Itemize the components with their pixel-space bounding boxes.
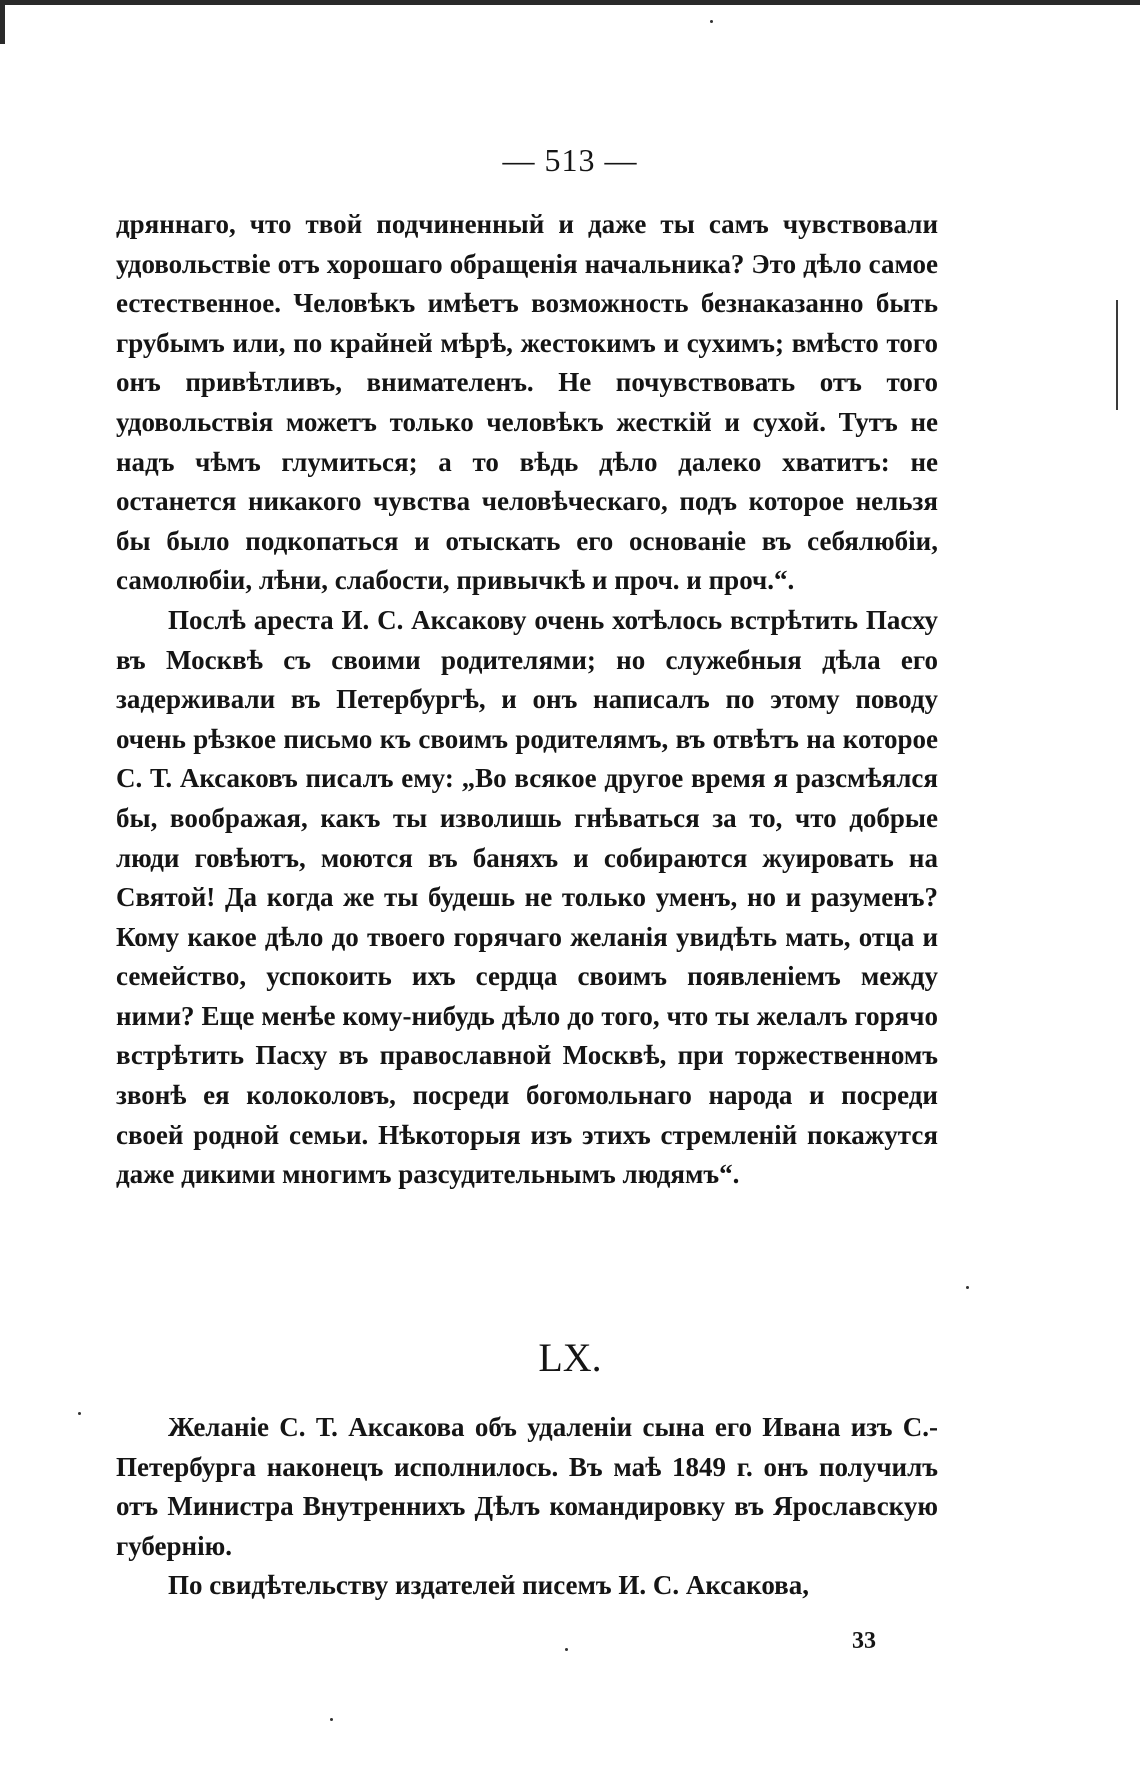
scan-speck <box>565 1648 568 1651</box>
scan-speck <box>330 1718 333 1721</box>
scan-speck <box>78 1412 81 1415</box>
scan-edge-top <box>0 0 1140 5</box>
scan-speck <box>710 20 713 23</box>
signature-mark: 33 <box>852 1628 876 1654</box>
paragraph-chapter-cont: По свидѣтельству издателей писемъ И. С. Аксакова, <box>168 1570 809 1601</box>
chapter-heading: LX. <box>538 1335 602 1380</box>
scan-speck <box>966 1286 969 1289</box>
chapter-text <box>116 1408 938 1606</box>
page-number: — 513 — <box>502 142 638 178</box>
main-text <box>116 205 938 1195</box>
scan-edge-right <box>1116 300 1118 410</box>
paragraph-arrest-letter: Послѣ ареста И. С. Аксакову очень хотѣлось встрѣтить Пасху въ Москвѣ съ своими родителями; но служебныя дѣла его задерживали въ Петербургѣ, и онъ написалъ по этому поводу очень рѣзкое письмо къ своимъ родителямъ, въ отвѣтъ на которое С. Т. Аксаковъ писалъ ему: „Во всякое другое время я разсмѣялся бы, воображая, какъ ты изволишь гнѣваться за то, что добрые люди говѣютъ, моются въ баняхъ и собираются жуировать на Святой! Да когда же ты будешь не только уменъ, но и разуменъ? Кому какое дѣло до твоего горячаго желанія увидѣть мать, отца и семейство, успокоить ихъ сердца своимъ появленіемъ между ними? Еще менѣе кому-нибудь дѣло до того, что ты желалъ горячо встрѣтить Пасху въ православной Москвѣ, при торжественномъ звонѣ ея колоколовъ, посреди богомольнаго народа и посреди своей родной семьи. Нѣкоторыя изъ этихъ стремленій покажутся даже дикими многимъ разсудительнымъ людямъ“. <box>116 604 938 1190</box>
scan-edge-left <box>0 0 5 44</box>
paragraph-chapter-start: Желаніе С. Т. Аксакова объ удаленіи сына его Ивана изъ С.-Петербурга наконецъ исполнилось. Въ маѣ 1849 г. онъ получилъ отъ Министра Внутреннихъ Дѣлъ командировку въ Ярославскую губернію. <box>116 1412 938 1561</box>
paragraph-continuation: дряннаго, что твой подчиненный и даже ты самъ чувствовали удовольствіе отъ хорошаго обращенія начальника? Это дѣло самое естественное. Человѣкъ имѣетъ возможность безнаказанно быть грубымъ или, по крайней мѣрѣ, жестокимъ и сухимъ; вмѣсто того онъ привѣтливъ, внимателенъ. Не почувствовать отъ того удовольствія можетъ только человѣкъ жесткій и сухой. Тутъ не надъ чѣмъ глумиться; а то вѣдь дѣло далеко хватитъ: не останется никакого чувства человѣческаго, подъ которое нельзя бы было подкопаться и отыскать его основаніе въ себялюбіи, самолюбіи, лѣни, слабости, привычкѣ и проч. и проч.“. <box>116 209 938 596</box>
